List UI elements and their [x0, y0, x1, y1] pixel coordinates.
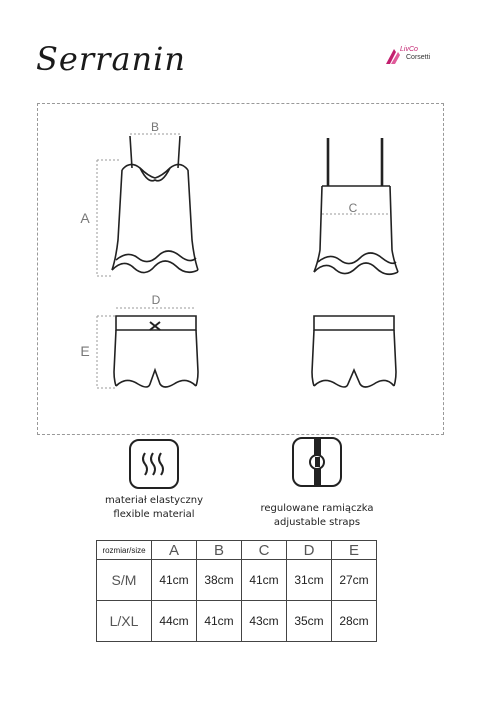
brand-line-1: LivCo: [400, 46, 418, 53]
size-cell: 28cm: [332, 601, 377, 642]
chemise-front-drawing: [112, 136, 198, 273]
dim-label-e: E: [80, 343, 90, 359]
feature-flexible: [84, 494, 224, 522]
dimension-lines: [97, 134, 390, 388]
size-table: [96, 540, 377, 642]
size-col-a: A: [152, 541, 197, 560]
table-row: [97, 601, 377, 642]
size-row-label: L/XL: [97, 601, 152, 642]
size-col-e: E: [332, 541, 377, 560]
dim-label-b: B: [150, 120, 160, 134]
adjustable-strap-icon: [292, 437, 342, 487]
size-row-label: S/M: [97, 560, 152, 601]
size-table-corner: rozmiar/size: [97, 541, 152, 560]
size-cell: 44cm: [152, 601, 197, 642]
dim-label-c: C: [348, 201, 358, 215]
feature-straps: [246, 502, 388, 530]
size-cell: 41cm: [242, 560, 287, 601]
feature-straps-pl: regulowane ramiączka: [260, 503, 374, 514]
size-cell: 41cm: [152, 560, 197, 601]
size-cell: 43cm: [242, 601, 287, 642]
size-cell: 27cm: [332, 560, 377, 601]
size-cell: 31cm: [287, 560, 332, 601]
elastic-waves-icon: [129, 439, 179, 489]
shorts-back-drawing: [312, 316, 396, 387]
table-row: [97, 560, 377, 601]
dim-label-a: A: [80, 210, 90, 226]
dim-label-d: D: [151, 293, 161, 307]
feature-flexible-en: flexible material: [113, 509, 195, 520]
feature-flexible-pl: materiał elastyczny: [104, 495, 204, 506]
size-table-header: [97, 541, 377, 560]
size-cell: 38cm: [197, 560, 242, 601]
size-cell: 41cm: [197, 601, 242, 642]
size-col-d: D: [287, 541, 332, 560]
brand-line-2: Corsetti: [406, 54, 431, 61]
feature-straps-en: adjustable straps: [273, 517, 361, 528]
size-cell: 35cm: [287, 601, 332, 642]
size-col-b: B: [197, 541, 242, 560]
size-col-c: C: [242, 541, 287, 560]
shorts-front-drawing: [114, 316, 198, 387]
product-title: Serranin: [36, 40, 186, 78]
